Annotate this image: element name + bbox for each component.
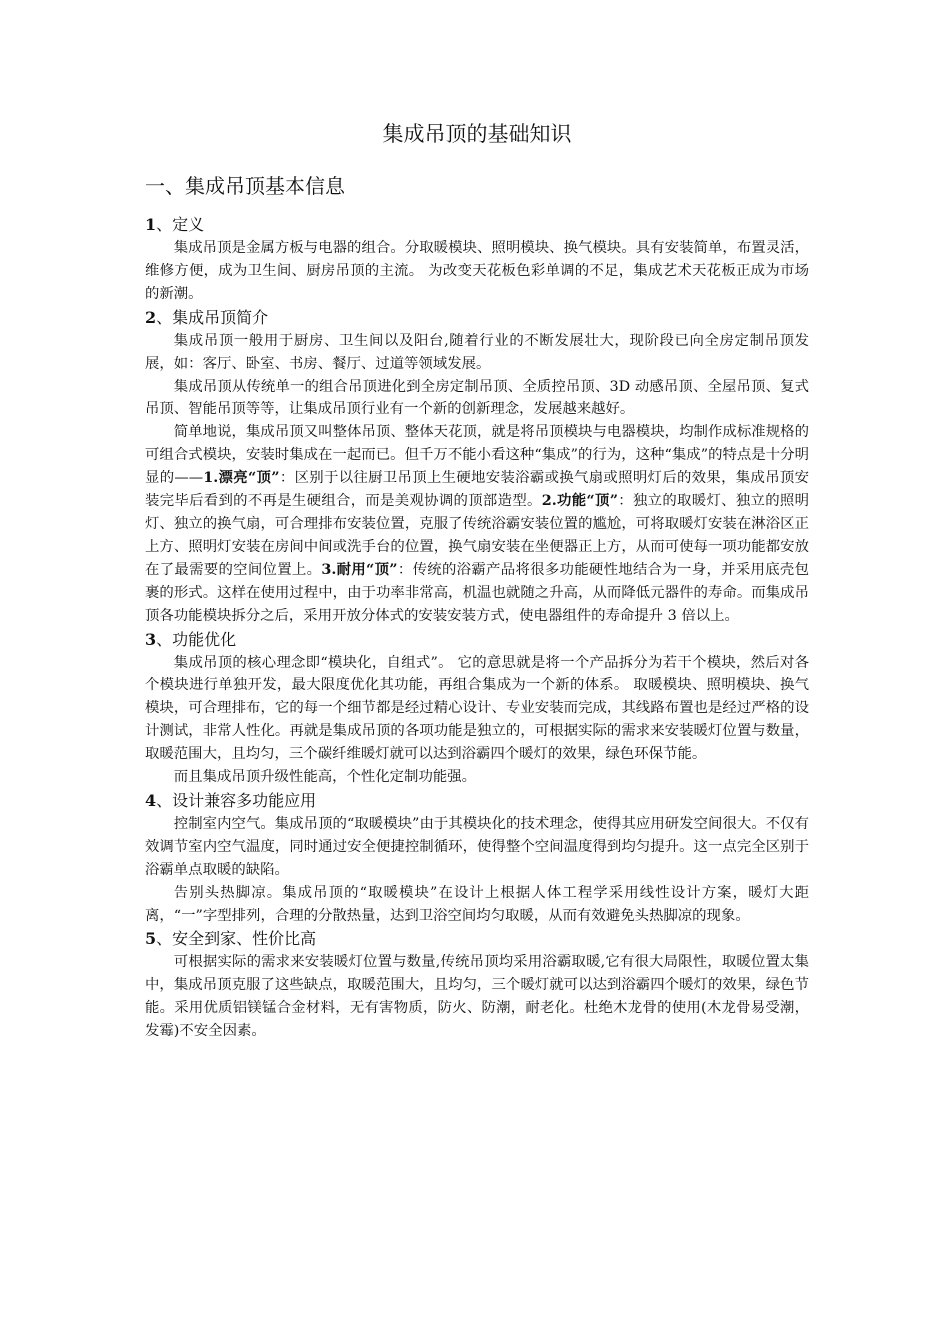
- paragraph: 集成吊顶是金属方板与电器的组合。分取暖模块、照明模块、换气模块。具有安装简单，布置灵活，维修方便，成为卫生间、厨房吊顶的主流。 为改变天花板色彩单调的不足，集成艺术天花板正成为市场的新潮。: [145, 240, 809, 302]
- section-heading-text: 、定义: [156, 215, 205, 234]
- paragraph: 告别头热脚凉。集成吊顶的“取暖模块”在设计上根据人体工程学采用线性设计方案，暖灯大距离，“一”字型排列，合理的分散热量，达到卫浴空间均匀取暖，从而有效避免头热脚凉的现象。: [145, 884, 809, 924]
- paragraph: 集成吊顶的核心理念即“模块化，自组式”。 它的意思就是将一个产品拆分为若干个模块，然后对各个模块进行单独开发，最大限度优化其功能，再组合集成为一个新的体系。 取暖模块、照明模块、换气模块，可合理排布，它的每一个细节都是经过精心设计、专业安装而完成，其线路布置也是经过严格的设计测试，非常人性化。再就是集成吊顶的各项功能是独立的，可根据实际的需求来安装暖灯位置与数量，取暖范围大，且均匀，三个碳纤维暖灯就可以达到浴霸四个暖灯的效果，绿色环保节能。: [145, 654, 809, 763]
- paragraph-features: [145, 421, 809, 627]
- section-heading-compatibility: [145, 789, 809, 813]
- section-number: 2: [145, 307, 157, 327]
- paragraph-text: ：区别于以往厨卫吊顶上生硬地安装浴霸或换气扇或照明灯后的效果，集成吊顶安装完毕后看到的不再是生硬组合，而是美观协调的顶部造型。: [145, 470, 809, 510]
- paragraph: 集成吊顶从传统单一的组合吊顶进化到全房定制吊顶、全质控吊顶、3D 动感吊顶、全屋吊顶、复式吊顶、智能吊顶等等，让集成吊顶行业有一个新的创新理念，发展越来越好。: [145, 378, 809, 418]
- section-number: 4: [145, 790, 157, 810]
- paragraph-text: ：传统的浴霸产品将很多功能硬性地结合为一身，并采用底壳包裹的形式。这样在使用过程中，由于功率非常高，机温也就随之升高，从而降低元器件的寿命。而集成吊顶各功能模块拆分之后，采用开放分体式的安装安装方式，使电器组件的寿命提升 3 倍以上。: [145, 561, 809, 624]
- paragraph: 而且集成吊顶升级性能高，个性化定制功能强。: [173, 769, 477, 786]
- section-heading-text: 、集成吊顶简介: [156, 307, 269, 327]
- section-number: 5: [145, 929, 157, 949]
- paragraph-text: 简单地说，集成吊顶又叫整体吊顶、整体天花顶，就是将吊顶模块与电器模块，均制作成标准规格的可组合式模块，安装时集成在一起而已。但千万不能小看这种“集成”的行为，这种“集成”的特点是十分明显的——: [145, 424, 809, 487]
- section-heading-introduction: [145, 306, 809, 330]
- paragraph-text: ：独立的取暖灯、独立的照明灯、独立的换气扇，可合理排布安装位置，克服了传统浴霸安装位置的尴尬，可将取暖灯安装在淋浴区正上方、照明灯安装在房间中间或洗手台的位置，换气扇安装在坐便器正上方，从而可使每一项功能都安放在了最需要的空间位置上。: [145, 493, 809, 578]
- paragraph: 可根据实际的需求来安装暖灯位置与数量,传统吊顶均采用浴霸取暖,它有很大局限性，取暖位置太集中，集成吊顶克服了这些缺点，取暖范围大，且均匀，三个暖灯就可以达到浴霸四个暖灯的效果，绿色节能。采用优质铝镁锰合金材料，无有害物质，防火、防潮，耐老化。杜绝木龙骨的使用(木龙骨易受潮，发霉)不安全因素。: [145, 954, 809, 1040]
- section-number: 1: [145, 215, 157, 234]
- document-title: 集成吊顶的基础知识: [382, 122, 572, 146]
- section-heading-safety: [145, 927, 809, 951]
- paragraph: 集成吊顶一般用于厨房、卫生间以及阳台,随着行业的不断发展壮大，现阶段已向全房定制吊顶发展，如：客厅、卧室、书房、餐厅、过道等领域发展。: [145, 332, 809, 372]
- section-heading-text: 、安全到家、性价比高: [156, 929, 317, 949]
- document-body: [145, 213, 809, 1043]
- feature-label-function: 2.功能“顶”: [541, 492, 618, 510]
- section-heading-text: 、设计兼容多功能应用: [156, 790, 317, 810]
- section-number: 3: [145, 629, 157, 649]
- part-heading: 一、集成吊顶基本信息: [145, 174, 345, 198]
- feature-label-beautiful: 1.漂亮“顶”: [203, 469, 280, 487]
- section-heading-optimization: [145, 628, 809, 652]
- paragraph: 控制室内空气。集成吊顶的“取暖模块”由于其模块化的技术理念，使得其应用研发空间很大。不仅有效调节室内空气温度，同时通过安全便捷控制循环，使得整个空间温度得到均匀提升。这一点完全区别于浴霸单点取暖的缺陷。: [145, 815, 809, 878]
- section-heading-text: 、功能优化: [156, 629, 237, 649]
- section-heading-definition: [145, 213, 809, 237]
- feature-label-durable: 3.耐用“顶”: [321, 560, 398, 578]
